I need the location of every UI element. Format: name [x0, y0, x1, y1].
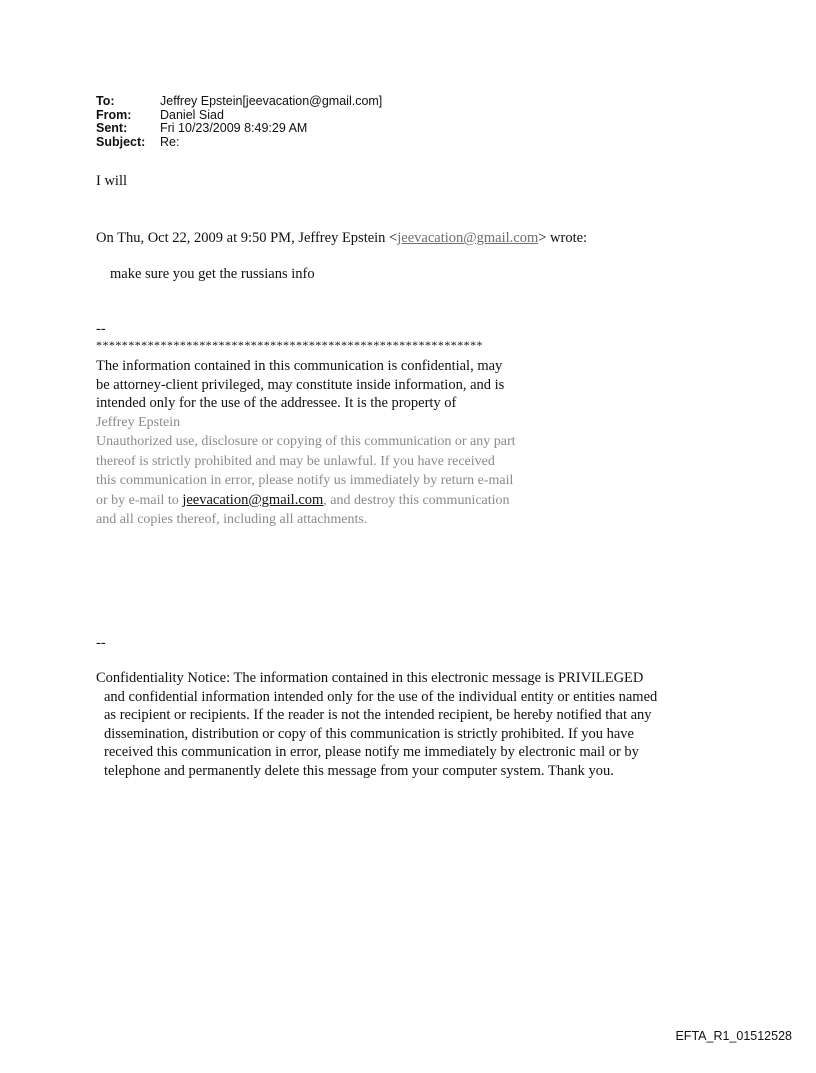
to-value: Jeffrey Epstein[jeevacation@gmail.com]	[160, 94, 383, 108]
confidentiality-line: received this communication in error, please notify me immediately by electronic mail or by	[104, 744, 639, 760]
subject-label: Subject:	[96, 134, 146, 149]
confidentiality-line: dissemination, distribution or copy of this communication is strictly prohibited. If you have	[104, 725, 634, 742]
asterisk-divider: ************************************************************	[96, 338, 483, 352]
subject-value: Re:	[160, 134, 180, 149]
disclaimer-grey-text-1: Unauthorized use, disclosure or copying of this communication or any part thereof is strictly prohibited and may be unlawful. If you have received this communication in error, please notify us immediately by return e-mail or by e-mail to	[96, 434, 516, 508]
from-value: Daniel Siad	[160, 107, 224, 122]
quote-intro-email-link[interactable]: jeevacation@gmail.com	[397, 230, 539, 246]
confidentiality-line: as recipient or recipients. If the reader is not the intended recipient, be hereby notified that any	[104, 707, 652, 723]
email-header	[96, 95, 382, 149]
quote-intro	[96, 230, 587, 247]
confidentiality-line: and confidential information intended only for the use of the individual entity or entities named	[104, 688, 658, 705]
disclaimer-grey-text-2: , and destroy this communication and all copies thereof, including all attachments.	[96, 492, 510, 527]
signature-separator: --	[96, 321, 106, 337]
disclaimer-dark-text: The information contained in this communication is confidential, may be attorney-client privileged, may constitute inside information, and is intended only for the use of the addressee. It is the property of	[96, 358, 505, 411]
header-to-row	[96, 95, 382, 109]
confidentiality-line: Confidentiality Notice: The information contained in this electronic message is PRIVILEGED	[96, 670, 644, 686]
quote-intro-prefix: On Thu, Oct 22, 2009 at 9:50 PM, Jeffrey Epstein <	[96, 230, 398, 246]
quoted-text: make sure you get the russians info	[110, 266, 315, 282]
header-sent-row	[96, 122, 382, 136]
second-separator: --	[96, 635, 106, 651]
to-label: To:	[96, 94, 115, 108]
confidentiality-notice	[96, 669, 716, 780]
from-label: From:	[96, 107, 132, 122]
reply-text: I will	[96, 173, 128, 189]
disclaimer-block	[96, 357, 516, 530]
header-subject-row	[96, 136, 382, 150]
confidentiality-line: telephone and permanently delete this message from your computer system. Thank you.	[104, 762, 614, 779]
sent-label: Sent:	[96, 121, 128, 135]
sent-value: Fri 10/23/2009 8:49:29 AM	[160, 121, 308, 135]
disclaimer-owner: Jeffrey Epstein	[96, 414, 181, 430]
disclaimer-email-link[interactable]: jeevacation@gmail.com	[182, 491, 324, 508]
header-from-row	[96, 109, 382, 123]
quote-intro-suffix: > wrote:	[538, 230, 588, 246]
disclaimer-grey-text	[96, 434, 516, 527]
document-id: EFTA_R1_01512528	[675, 1029, 792, 1043]
